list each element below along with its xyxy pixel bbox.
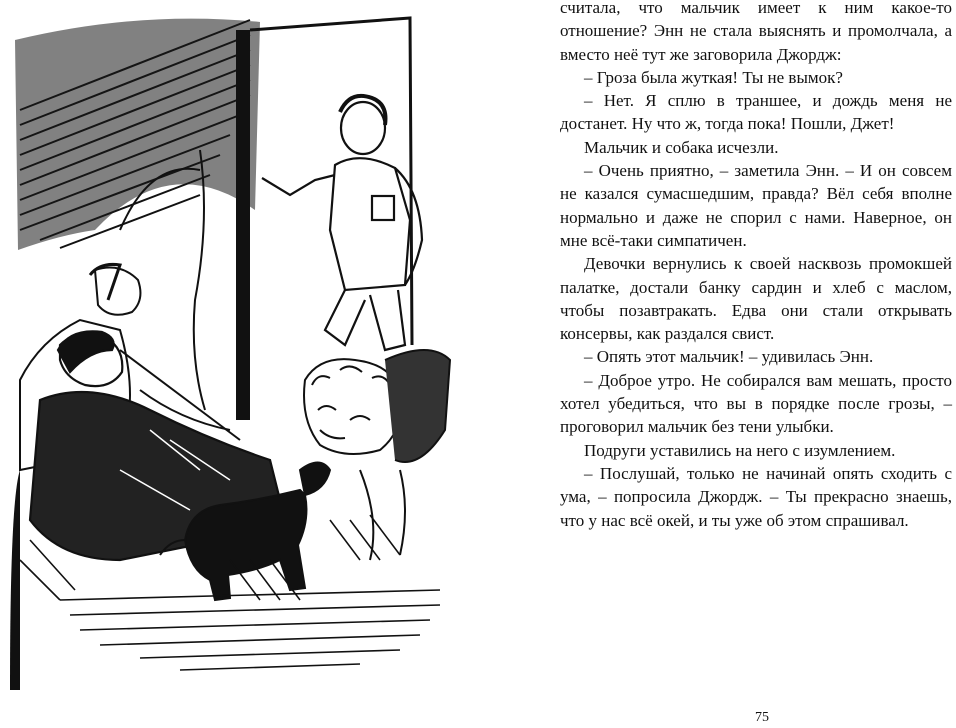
paragraph: Подруги уставились на него с изумлением.	[584, 440, 896, 460]
paragraph: – Гроза была жуткая! Ты не вымок?	[584, 67, 843, 87]
paragraph: – Нет. Я сплю в траншее, и дождь меня не достанет. Ну что ж, тогда пока! Пошли, Джет!	[560, 91, 952, 134]
tent-scene-drawing	[0, 0, 452, 690]
paragraph: – Опять этот мальчик! – удивилась Энн.	[584, 347, 874, 367]
page-number: 75	[755, 710, 769, 725]
paragraph: – Послушай, только не начинай опять сходить с ума, – попросила Джордж. – Ты прекрасно знаешь, что у нас всё окей, и ты уже об этом спрашивал.	[560, 463, 952, 530]
paragraph: – Доброе утро. Не собирался вам мешать, просто хотел убедиться, что вы в порядке после грозы, – проговорил мальчик без тени улыбки.	[560, 370, 952, 437]
paragraph: – Очень приятно, – заметила Энн. – И он совсем не казался сумасшедшим, правда? Вёл себя вполне нормально и даже не спорил с нами. Наверное, он мне всё-таки симпатичен.	[560, 161, 952, 250]
paragraph: считала, что мальчик имеет к ним какое-то отношение? Энн не стала выяснять и промолчала, а вместо неё тут же заговорила Джордж:	[560, 0, 952, 64]
illustration	[0, 0, 452, 690]
paragraph: Мальчик и собака исчезли.	[584, 137, 779, 157]
body-text	[560, 0, 952, 532]
paragraph: Девочки вернулись к своей насквозь промокшей палатке, достали банку сардин и хлеб с маслом, чтобы позавтракать. Едва они стали открывать консервы, как раздался свист.	[560, 254, 952, 344]
